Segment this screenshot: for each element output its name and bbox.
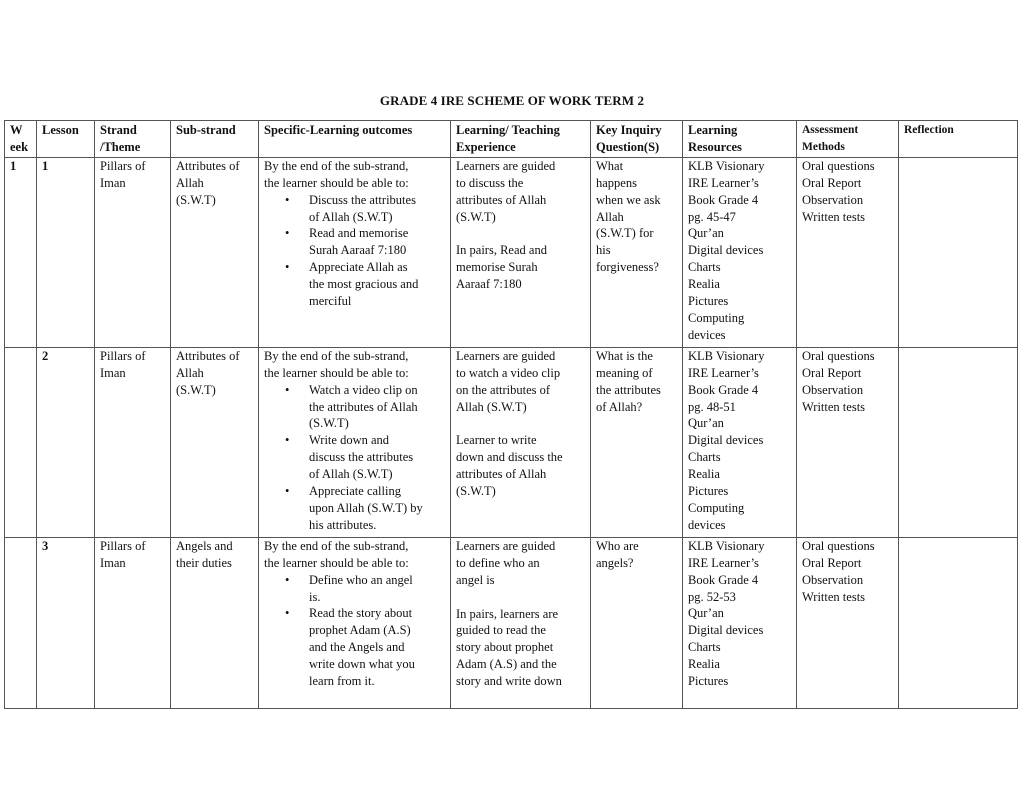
header-row	[5, 121, 1018, 158]
outcomes-cell: By the end of the sub-strand, the learner should be able to: • Watch a video clip on the attributes of Allah (S.W.T) • Write down and discuss the attributes of Allah (S.W.T) • Appreciate calling upon Allah (S.W.T) by his attributes.	[259, 347, 451, 537]
outcome-item: • Discuss the attributes of Allah (S.W.T)	[309, 192, 445, 226]
header-week: W eek	[5, 121, 37, 158]
lesson-cell: 2	[37, 347, 95, 537]
assessment-cell: Oral questions Oral Report Observation Written tests	[797, 157, 899, 347]
header-experience: Learning/ Teaching Experience	[451, 121, 591, 158]
substrand-cell: Angels and their duties	[171, 537, 259, 708]
header-reflection: Reflection	[899, 121, 1018, 158]
week-cell	[5, 537, 37, 708]
outcomes-cell: By the end of the sub-strand, the learner should be able to: • Define who an angel is. • Read the story about prophet Adam (A.S) and the Angels and write down what you learn from it.	[259, 537, 451, 708]
header-substrand: Sub-strand	[171, 121, 259, 158]
assessment-cell: Oral questions Oral Report Observation Written tests	[797, 537, 899, 708]
header-outcomes: Specific-Learning outcomes	[259, 121, 451, 158]
header-assessment: Assessment Methods	[797, 121, 899, 158]
outcome-item: • Appreciate calling upon Allah (S.W.T) by his attributes.	[309, 483, 445, 534]
lesson-cell: 3	[37, 537, 95, 708]
outcome-item: • Watch a video clip on the attributes of Allah (S.W.T)	[309, 382, 445, 433]
strand-cell: Pillars of Iman	[95, 347, 171, 537]
resources-cell: KLB Visionary IRE Learner’s Book Grade 4 pg. 48-51 Qur’an Digital devices Charts Realia Pictures Computing devices	[683, 347, 797, 537]
table-row	[5, 157, 1018, 347]
scheme-of-work-table	[4, 120, 1018, 709]
document-title: GRADE 4 IRE SCHEME OF WORK TERM 2	[379, 93, 645, 108]
header-strand: Strand /Theme	[95, 121, 171, 158]
table-row	[5, 537, 1018, 708]
substrand-cell: Attributes of Allah (S.W.T)	[171, 347, 259, 537]
lesson-cell: 1	[37, 157, 95, 347]
outcome-item: • Define who an angel is.	[309, 572, 445, 606]
experience-cell: Learners are guided to discuss the attributes of Allah (S.W.T) In pairs, Read and memorise Surah Aaraaf 7:180	[451, 157, 591, 347]
outcome-item: • Appreciate Allah as the most gracious and merciful	[309, 259, 445, 310]
inquiry-cell: Who are angels?	[591, 537, 683, 708]
substrand-cell: Attributes of Allah (S.W.T)	[171, 157, 259, 347]
outcome-item: • Read and memorise Surah Aaraaf 7:180	[309, 225, 445, 259]
reflection-cell	[899, 347, 1018, 537]
experience-cell: Learners are guided to define who an angel is In pairs, learners are guided to read the story about prophet Adam (A.S) and the story and write down	[451, 537, 591, 708]
header-lesson: Lesson	[37, 121, 95, 158]
strand-cell: Pillars of Iman	[95, 537, 171, 708]
assessment-cell: Oral questions Oral Report Observation Written tests	[797, 347, 899, 537]
outcome-item: • Read the story about prophet Adam (A.S) and the Angels and write down what you learn from it.	[309, 605, 445, 690]
week-cell	[5, 347, 37, 537]
reflection-cell	[899, 537, 1018, 708]
inquiry-cell: What is the meaning of the attributes of Allah?	[591, 347, 683, 537]
resources-cell: KLB Visionary IRE Learner’s Book Grade 4 pg. 52-53 Qur’an Digital devices Charts Realia Pictures	[683, 537, 797, 708]
week-cell: 1	[5, 157, 37, 347]
resources-cell: KLB Visionary IRE Learner’s Book Grade 4 pg. 45-47 Qur’an Digital devices Charts Realia Pictures Computing devices	[683, 157, 797, 347]
reflection-cell	[899, 157, 1018, 347]
outcome-item: • Write down and discuss the attributes of Allah (S.W.T)	[309, 432, 445, 483]
header-resources: Learning Resources	[683, 121, 797, 158]
inquiry-cell: What happens when we ask Allah (S.W.T) for his forgiveness?	[591, 157, 683, 347]
header-inquiry: Key Inquiry Question(S)	[591, 121, 683, 158]
strand-cell: Pillars of Iman	[95, 157, 171, 347]
table-row	[5, 347, 1018, 537]
outcomes-cell: By the end of the sub-strand, the learner should be able to: • Discuss the attributes of Allah (S.W.T) • Read and memorise Surah Aaraaf 7:180 • Appreciate Allah as the most gracious and merciful	[259, 157, 451, 347]
experience-cell: Learners are guided to watch a video clip on the attributes of Allah (S.W.T) Learner to write down and discuss the attributes of Allah (S.W.T)	[451, 347, 591, 537]
